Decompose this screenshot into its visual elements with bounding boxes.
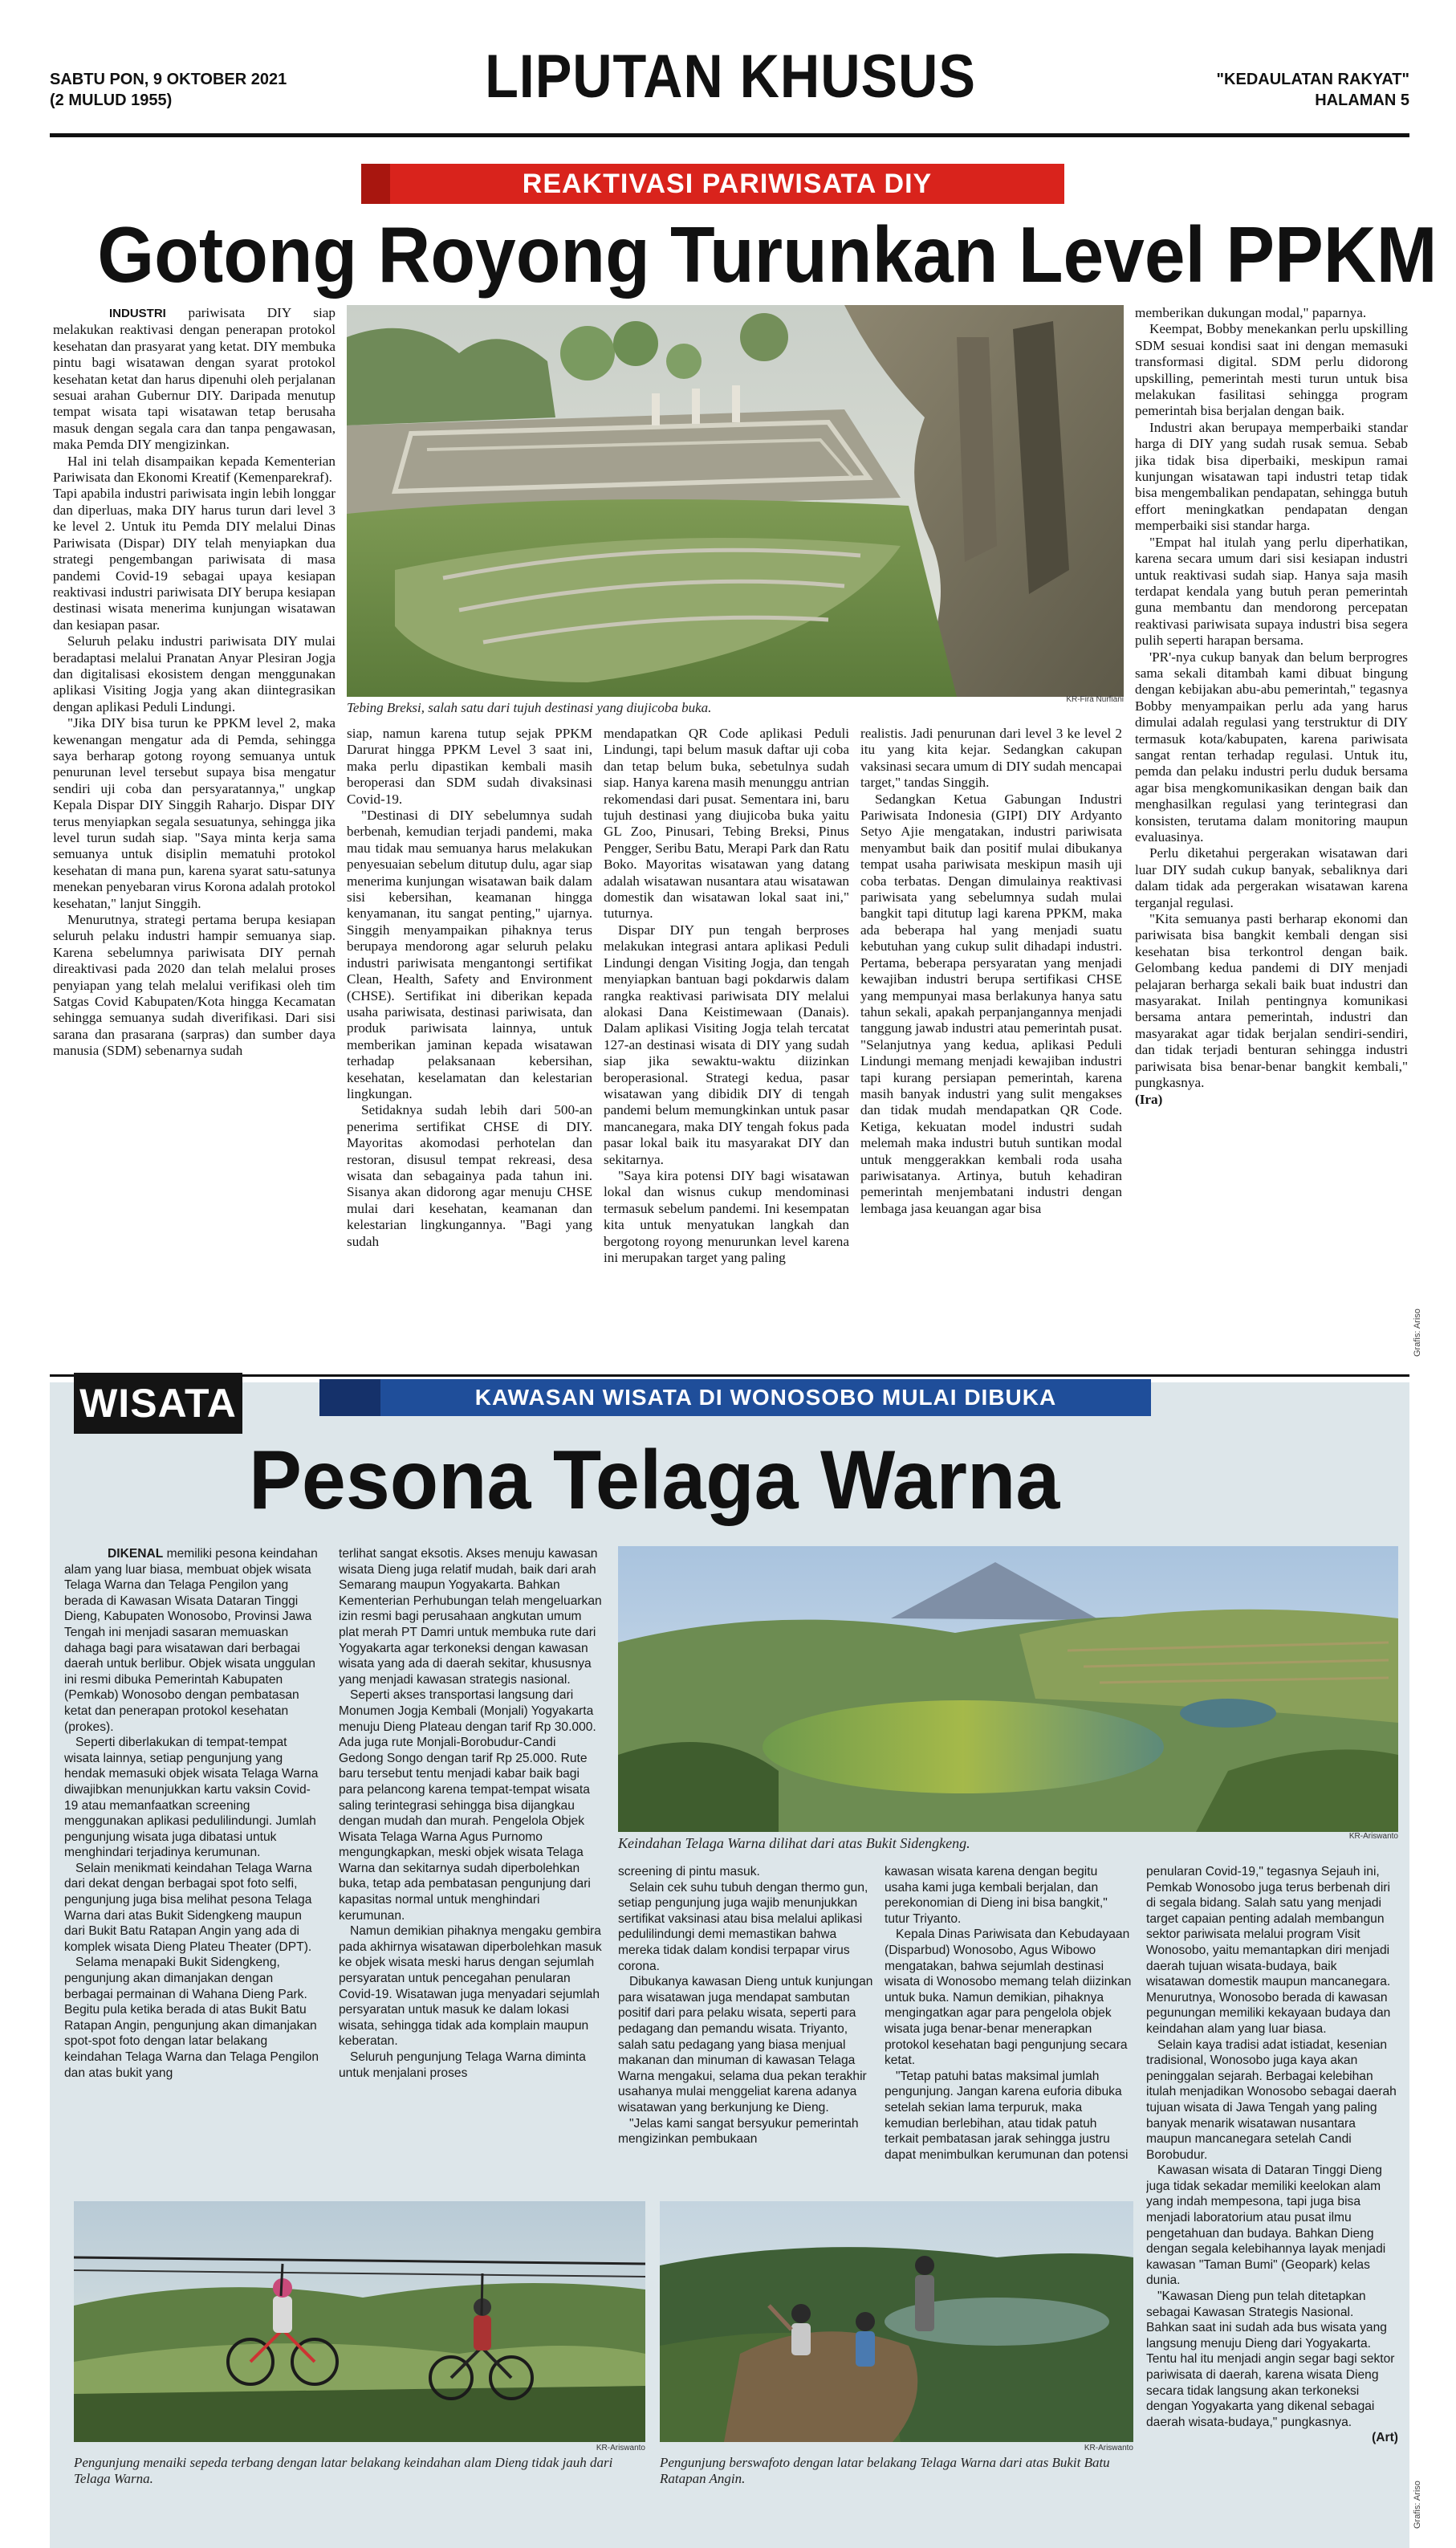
article2-col1-paragraph: Selama menapaki Bukit Sidengkeng, pengunjung akan dimanjakan dengan berbagai permainan di Wahana Dieng Park. Begitu pula ketika berada di atas Bukit Batu Ratapan Angin, pengunjung akan dimanjakan spot-spot foto dengan latar belakang keindahan Telaga Warna dan Telaga Pengilon dan atas bukit yang — [64, 1956, 319, 2080]
article1-col5-paragraph: "Kita semuanya pasti berharap ekonomi dan pariwisata bisa bangkit kembali dengan sisi kesehatan bisa terkontrol dengan baik. Gelombang kedua pandemi di DIY menjadi pelajaran berharga sekali baik buat industri dan masyarakat. Inilah pentingnya komunikasi bersama antara pemerintah, industri dan masyarakat agar tidak berjalan sendiri-sendiri, dan tidak terjadi benturan sehingga industri pariwisata bisa benar-benar bangkit kembali," pungkasnya. — [1135, 911, 1408, 1091]
article2-col5-paragraph: Kawasan wisata di Dataran Tinggi Dieng juga tidak sekadar memiliki keelokan alam yang indah mempesona, tapi juga bisa menjadi laboratorium atau pusat ilmu pengetahuan dan budaya. Bahkan Dieng dengan segala kelebihannya layak menjadi kawasan "Taman Bumi" (Geopark) kelas dunia. — [1146, 2163, 1386, 2288]
article2-col4-paragraph: kawasan wisata karena dengan begitu usaha kami juga kembali berjalan, dan perekonomian di Dieng ini bisa bangkit," tutur Triyanto. — [885, 1865, 1108, 1926]
article2-col5-paragraph: penularan Covid-19," tegasnya Sejauh ini, Pemkab Wonosobo juga terus berbenah diri di segala bidang. Salah satu yang menjadi target capaian penting adalah membangun sektor pariwisata melalui program Visit Wonosobo, yaitu memantapkan diri menjadi daerah tujuan wisata-budaya, baik wisatawan domestik maupun mancanegara. Menurutnya, Wonosobo berada di kawasan pegunungan memiliki kekayaan budaya dan keindahan alam yang luar biasa. — [1146, 1865, 1391, 2036]
issue-date: SABTU PON, 9 OKTOBER 2021 — [50, 71, 287, 88]
article1-col5-paragraph: memberikan dukungan modal," paparnya. — [1135, 305, 1367, 320]
article1-col4-paragraph: Sedangkan Ketua Gabungan Industri Pariwisata Indonesia (GIPI) DIY Ardyanto Setyo Ajie mengatakan, industri pariwisata menyambut baik dan positif mulai dibukanya tempat usaha pariwisata meskipun masih uji coba terbatas. Dengan dimulainya reaktivasi pariwisata yang sebelumnya sudah mulai bangkit tapi ditutup lagi karena PPKM, maka ada beberapa hal yang menjadi suatu kebutuhan yang cukup sulit dihadapi industri. Pertama, beberapa persyaratan yang menjadi kewajiban industri berupa sertifikasi CHSE yang mempunyai masa berlakunya hanya satu tahun sekali, apakah perpanjangannya menjadi tanggung jawab industri atau pemerintah pusat. "Selanjutnya yang kedua, aplikasi Peduli Lindungi memang menjadi kewajiban industri tapi kurang persiapan pemerintah, karena masih banyak industri yang sulit mengakses dan tidak mudah mendapatkan QR Code. Ketiga, kekuatan model industri sudah melemah maka industri butuh suntikan modal untuk menggerakkan kembali roda usaha pariwisatanya. Artinya, butuh kehadiran pemerintah menjembatani industri dengan lembaga jasa keuangan agar bisa — [860, 791, 1122, 1216]
article2-col4-paragraph: "Tetap patuhi batas maksimal jumlah pengunjung. Jangan karena euforia dibuka setelah sekian lama terpuruk, maka kemudian berlebihan, atau tidak patuh terkait pembatasan jarak sehingga justru dapat menimbulkan kerumunan dan potensi — [885, 2069, 1129, 2162]
article2-col4-paragraph: Kepala Dinas Pariwisata dan Kebudayaan (Disparbud) Wonosobo, Agus Wibowo mengatakan, bahwa sejumlah destinasi wisata di Wonosobo memang telah diizinkan untuk buka. Namun demikian, pihaknya mengingatkan agar para pengelola objek wisata juga benar-benar menerapkan protokol kesehatan bagi pengunjung secara ketat. — [885, 1927, 1132, 2068]
article2-col2-paragraph: terlihat sangat eksotis. Akses menuju kawasan wisata Dieng juga relatif mudah, baik dari arah Semarang maupun Yogyakarta. Bahkan Kementerian Perhubungan telah mengeluarkan izin resmi bagi perusahaan angkutan umum plat merah PT Damri untuk membuka rute dari Yogyakarta agar terkoneksi dengan kawasan wisata yang ada di daerah sekitar, khususnya yang menjadi kawasan strategis nasional. — [339, 1547, 602, 1687]
section-divider — [50, 1374, 1409, 1377]
article1-column-2 — [347, 726, 592, 1365]
article1-col5-paragraph: Industri akan berupaya memperbaiki standar harga di DIY yang sudah rusak semua. Sebab jika tidak bisa diperbaiki, meskipun ramai kunjungan wisatawan tapi industri tetap tidak bisa mengembalikan pendapatan, sehingga butuh effort meningkatkan pendapatan dengan memperbaiki sisi standar harga. — [1135, 419, 1408, 534]
article2-col1-paragraph: Seperti diberlakukan di tempat-tempat wisata lainnya, setiap pengunjung yang hendak memasuki objek wisata Telaga Warna diwajibkan menunjukkan kartu vaksin Covid-19 atau memanfaatkan screening menggunakan aplikasi pedulilindungi. Jumlah pengunjung wisata juga dibatasi untuk menghindari terjadinya kerumunan. — [64, 1736, 319, 1860]
article1-col3-paragraph: Dispar DIY pun tengah berproses melakukan integrasi antara aplikasi Peduli Lindungi dengan Visiting Jogja, dan tengah menyiapkan bantuan bagi pokdarwis dalam rangka reaktivasi pariwisata DIY melalui alokasi Dana Keistimewaan (Danais). Dalam aplikasi Visiting Jogja telah tercatat 127-an destinasi wisata di DIY yang sudah siap jika sewaktu-waktu diizinkan beroperasional. Strategi kedua, pasar wisatawan yang dibidik DIY di tengah pandemi belum memungkinkan untuk pasar mancanegara, maka DIY tengah fokus pada pasar lokal baik itu masyarakat DIY dan sekitarnya. — [604, 922, 849, 1167]
article2-col3-paragraph: Selain cek suhu tubuh dengan thermo gun, setiap pengunjung juga wajib menunjukkan sertifikat vaksinasi atau bisa melalui aplikasi pedulilindungi demi memastikan bahwa mereka tidak dalam kondisi terpapar virus corona. — [618, 1880, 868, 1973]
page-number: HALAMAN 5 — [1315, 92, 1409, 109]
article1-col3-paragraph: "Saya kira potensi DIY bagi wisatawan lokal dan wisnus cukup mendominasi termasuk sebelum pandemi. Ini kesempatan kita untuk menyatukan langkah dan bergotong royong menurunkan level karena ini merupakan target yang paling — [604, 1167, 849, 1265]
article1-col1-paragraph: Tapi apabila industri pariwisata ingin lebih longgar dan diperluas, maka DIY harus turun dari level 3 ke level 2. Untuk itu Pemda DIY melalui Dinas Pariwisata (Dispar) DIY telah menyiapkan dua strategi pengembangan pariwisata di masa pandemi Covid-19 sebagai upaya kesiapan reaktivasi industri pariwisata DIY berupa kesiapan destinasi wisata menerima kunjungan wisatawan dan kesiapan pasar. — [53, 486, 336, 633]
article2-column-5 — [1146, 1864, 1398, 2538]
swafoto-photo — [660, 2201, 1133, 2442]
tebing-breksi-caption: Tebing Breksi, salah satu dari tujuh destinasi yang diujicoba buka. — [347, 700, 712, 715]
telaga-warna-photo — [618, 1546, 1398, 1832]
telaga-warna-credit: KR-Ariswanto — [1348, 1832, 1398, 1841]
article2-col1-paragraph: Selain menikmati keindahan Telaga Warna dari dekat dengan berbagai spot foto selfi, pengunjung juga bisa melihat pesona Telaga Warna dari atas Bukit Sidengkeng maupun dari Bukit Batu Ratapan Angin yang ada di komplek wisata Dieng Plateu Theater (DPT). — [64, 1861, 312, 1954]
article1-graphic-credit: Grafis: Ariso — [1413, 1309, 1422, 1357]
article2-column-3 — [618, 1864, 875, 2188]
article1-col5-paragraph: Perlu diketahui pergerakan wisatawan dari luar DIY sudah cukup banyak, sebaliknya dari dalam tidak ada pergerakan wisatawan karena terganjal regulasi. — [1135, 845, 1408, 910]
sepeda-terbang-caption: Pengunjung menaiki sepeda terbang dengan latar belakang keindahan alam Dieng tidak jauh dari Telaga Warna. — [74, 2455, 613, 2486]
article1-column-1 — [53, 305, 336, 1365]
article2-col1-paragraph: memiliki pesona keindahan alam yang luar biasa, membuat objek wisata Telaga Warna dan Telaga Pengilon yang berada di Kawasan Wisata Dataran Tinggi Dieng, Kabupaten Wonosobo, Provinsi Jawa Tengah ini menjadi sasaran memuaskan dahaga bagi para wisatawan dari berbagai daerah untuk berlibur. Objek wisata unggulan ini resmi dibuka Pemerintah Kabupaten (Pemkab) Wonosobo dengan pembatasan ketat dan penerapan protokol kesehatan (prokes). — [64, 1547, 318, 1734]
swafoto-illustration — [660, 2201, 1133, 2442]
masthead-paper-block — [1132, 69, 1409, 111]
article1-col5-paragraph: Keempat, Bobby menekankan perlu upskilling SDM sesuai kondisi saat ini dengan memasuki transformasi digital. SDM perlu didorong upskilling, pemerintah mesti turun untuk bisa melakukan fasilitasi sehingga program pemerintah bisa berjalan dengan baik. — [1135, 321, 1408, 419]
telaga-warna-illustration — [618, 1546, 1398, 1832]
sepeda-terbang-illustration — [74, 2201, 645, 2442]
article1-column-4 — [860, 726, 1122, 1365]
article1-col5-paragraph: 'PR'-nya cukup banyak dan belum berprogres sama sekali ditambah kami dibuat bingung dengan kebijakan abu-abu pemerintah," tegasnya Bobby menyampaikan perlu ada yang harus dimulai adalah regulasi yang terstruktur di DIY termasuk kota/kabupaten, karena pariwisata sangat rentan terhadap regulasi. Untuk itu, pemda dan pelaku industri perlu duduk bersama agar bisa mengkomunikasikan dengan baik dan menghasilkan regulasi yang terintegrasi dan konsisten, terutama dalam monitoring maupun evaluasinya. — [1135, 649, 1408, 845]
article1-column-3 — [604, 726, 849, 1365]
article2-column-1 — [64, 1546, 321, 2188]
article1-col1-paragraph: pariwisata DIY siap melakukan reaktivasi dengan penerapan protokol kesehatan dan prasyarat yang ketat. DIY membuka pintu bagi wisatawan dengan syarat protokol kesehatan ketat dan harus dipenuhi oleh perjalanan sesuai arahan Gubernur DIY. Daripada menutup tempat wisata tapi wisatawan tetap berusaha masuk dengan segala cara dan tanpa pengawasan, maka Pemda DIY mengizinkan. — [53, 305, 336, 453]
issue-hijri-date: (2 MULUD 1955) — [50, 92, 173, 109]
article2-column-2 — [339, 1546, 604, 2188]
article2-col3-paragraph: "Jelas kami sangat bersyukur pemerintah mengizinkan pembukaan — [618, 2116, 859, 2147]
article2-lead-word: DIKENAL — [108, 1547, 164, 1561]
article1-col2-paragraph: siap, namun karena tutup sejak PPKM Darurat hingga PPKM Level 3 saat ini, maka perlu dipastikan kembali masih beroperasi dan SDM sudah divaksinasi Covid-19. — [347, 726, 592, 807]
swafoto-caption: Pengunjung berswafoto dengan latar belakang Telaga Warna dari atas Bukit Batu Ratapan Angin. — [660, 2455, 1110, 2486]
article1-col5-paragraph: "Empat hal itulah yang perlu diperhatikan, karena secara umum dari sisi kesiapan industri untuk reaktivasi sudah siap. Hanya saja masih terdapat kendala yang butuh peran pemerintah guna membantu dan mendorong percepatan reaktivasi pariwisata supaya industri bisa segera pulih seperti harapan bersama. — [1135, 534, 1408, 649]
article2-col5-paragraph: "Kawasan Dieng pun telah ditetapkan sebagai Kawasan Strategis Nasional. Bahkan saat ini sudah ada bus wisata yang langsung menuju Dieng dari Yogyakarta. Tentu hal itu menjadi angin segar bagi sektor pariwisata di daerah, karena wisata Dieng secara tidak langsung akan terkoneksi dengan Yogyakarta yang dikenal sebagai daerah wisata-budaya," pungkasnya. — [1146, 2290, 1395, 2429]
article1-lead-word: INDUSTRI — [109, 307, 166, 320]
swafoto-credit: KR-Ariswanto — [1084, 2444, 1133, 2452]
article1-signoff: (Ira) — [1135, 1091, 1163, 1107]
article2-signoff: (Art) — [1372, 2431, 1398, 2445]
kicker-accent — [361, 164, 390, 204]
article2-col2-paragraph: Seperti akses transportasi langsung dari Monumen Jogja Kembali (Monjali) Yogyakarta menuju Dieng Plateau dengan tarif Rp 30.000. Ada juga rute Monjali-Borobudur-Candi Gedong Songo dengan tarif Rp 25.000. Rute baru tersebut tentu menjadi kabar baik bagi para pelancong karena tempat-tempat wisata saling terintegrasi sehingga bisa dijangkau dengan mudah dan murah. Pengelola Objek Wisata Telaga Warna Agus Purnomo mengungkapkan, meski objek wisata Telaga Warna dan sekitarnya sudah diperbolehkan buka, tetap ada pembatasan pengunjung dari kapasitas normal untuk menghindari kerumunan. — [339, 1688, 596, 1923]
masthead-rule — [50, 133, 1409, 137]
sepeda-terbang-credit: KR-Ariswanto — [596, 2444, 645, 2452]
article2-graphic-credit: Grafis: Ariso — [1413, 2481, 1422, 2529]
section-title: LIPUTAN KHUSUS — [485, 43, 976, 111]
masthead-date-block — [50, 69, 339, 111]
article1-col1-paragraph: Seluruh pelaku industri pariwisata DIY mulai beradaptasi melalui Pranatan Anyar Plesiran Jogja dan digitalisasi ekosistem dengan menggunakan aplikasi Visiting Jogja yang akan diintegrasikan dengan aplikasi Peduli Lindungi. — [53, 633, 336, 714]
kicker2-accent — [319, 1379, 380, 1416]
article1-kicker: REAKTIVASI PARIWISATA DIY — [390, 164, 1064, 204]
telaga-warna-caption: Keindahan Telaga Warna dilihat dari atas Bukit Sidengkeng. — [618, 1835, 970, 1851]
article2-col3-paragraph: screening di pintu masuk. — [618, 1865, 760, 1878]
article1-col3-paragraph: mendapatkan QR Code aplikasi Peduli Lindungi, tapi belum masuk daftar uji coba dan tetap belum buka, sebetulnya sudah siap. Hanya karena masih menunggu antrian rekomendasi dari pusat. Sementara ini, baru tujuh destinasi yang diujicoba buka yaitu GL Zoo, Pinusari, Tebing Breksi, Pinus Pengger, Seribu Batu, Merapi Park dan Ratu Boko. Mayoritas wisatawan yang datang adalah wisatawan nusantara atau wisatawan domestik dan wisatawan lokal saat ini," tuturnya. — [604, 726, 849, 922]
article2-kicker: KAWASAN WISATA DI WONOSOBO MULAI DIBUKA — [380, 1379, 1151, 1416]
tebing-breksi-photo — [347, 305, 1124, 697]
tebing-breksi-illustration — [347, 305, 1124, 697]
article2-col3-paragraph: Dibukanya kawasan Dieng untuk kunjungan para wisatawan juga mendapat sambutan positif dari para pelaku wisata, seperti para pedagang dan pemandu wisata. Triyanto, salah satu pedagang yang biasa menjual makanan dan minuman di kawasan Telaga Warna mengakui, selama dua pekan terakhir usahanya mulai menggeliat karena adanya wisatawan yang berkunjung ke Dieng. — [618, 1975, 873, 2115]
article2-col2-paragraph: Seluruh pengunjung Telaga Warna diminta untuk menjalani proses — [339, 2050, 586, 2080]
article1-col4-paragraph: realistis. Jadi penurunan dari level 3 ke level 2 itu yang kita kejar. Sedangkan cakupan vaksinasi secara umum di DIY sudah mencapai target," tandas Singgih. — [860, 726, 1122, 791]
wisata-section-label: WISATA — [74, 1373, 242, 1434]
article2-col2-paragraph: Namun demikian pihaknya mengaku gembira pada akhirnya wisatawan diperbolehkan masuk ke objek wisata meski harus dengan sejumlah persyaratan untuk pencegahan penularan Covid-19. Wisatawan juga menyadari sejumlah persyaratan untuk masuk ke dalam lokasi wisata, sehingga tidak ada komplain maupun keberatan. — [339, 1924, 602, 2049]
article1-col1-paragraph: "Jika DIY bisa turun ke PPKM level 2, maka kewenangan mengatur ada di Pemda, sehingga saya berharap gotong royong semuanya untuk penurunan level tersebut supaya bisa mengatur sendiri uji coba dan persyaratannya," ungkap Kepala Dispar DIY Singgih Raharjo. Dispar DIY terus menyiapkan segala sesuatunya, sehingga jika level turun sudah siap. "Saya minta kerja sama semuanya untuk disiplin mematuhi protokol kesehatan di mana pun, karena syarat satu-satunya menekan penyebaran virus Korona adalah protokol kesehatan," lanjut Singgih. — [53, 715, 336, 911]
sepeda-terbang-photo — [74, 2201, 645, 2442]
article1-col2-paragraph: Setidaknya sudah lebih dari 500-an penerima sertifikat CHSE di DIY. Mayoritas akomodasi perhotelan dan restoran, disusul tempat rekreasi, desa wisata dan sebagainya pada tahun ini. Sisanya akan didorong agar menuju CHSE mulai dari kesehatan, keamanan dan kelestarian lingkungannya. "Bagi yang sudah — [347, 1102, 592, 1249]
article2-col5-paragraph: Selain kaya tradisi adat istiadat, kesenian tradisional, Wonosobo juga kaya akan peninggalan sejarah. Berbagai kelebihan itulah menjadikan Wonosobo sebagai daerah tujuan wisata di Jawa Tengah yang paling banyak menarik wisatawan nusantara maupun mancanegara setelah Candi Borobudur. — [1146, 2037, 1397, 2162]
article1-headline: Gotong Royong Turunkan Level PPKM — [97, 210, 1438, 299]
article2-headline: Pesona Telaga Warna — [249, 1434, 1060, 1527]
article1-column-5 — [1135, 305, 1408, 1366]
article1-col1-paragraph: Menurutnya, strategi pertama berupa kesiapan seluruh pelaku industri hampir semuanya siap. Karena sebelumnya pariwisata DIY pernah direaktivasi pada 2020 dan telah melalui proses penyiapan yang telah melalui verifikasi oleh tim Satgas Covid Kabupaten/Kota hingga Kecamatan sehingga semuanya sudah diverifikasi. Dari sisi sarana dan prasarana (sarpras) dan sumber daya manusia (SDM) sebenarnya sudah — [53, 912, 336, 1059]
tebing-breksi-credit: KR-Fira Nurfiani — [1066, 695, 1124, 704]
paper-name: "KEDAULATAN RAKYAT" — [1216, 71, 1409, 88]
article1-col2-paragraph: "Destinasi di DIY sebelumnya sudah berbenah, kemudian terjadi pandemi, maka mau tidak mau semuanya harus melakukan penyesuaian sebelum ditutup dulu, agar siap menerima kunjungan wisatawan baik dalam sisi kebersihan, keamanan hingga kenyamanan, itu sangat penting," ujarnya. Singgih menyampaikan pihaknya terus berupaya mendorong agar seluruh pelaku industri pariwisata mengantongi sertifikat Clean, Health, Safety and Environment (CHSE). Sertifikat ini diberikan kepada usaha pariwisata, destinasi pariwisata, dan produk pariwisata lainnya, untuk memberikan jaminan kepada wisatawan terhadap pelaksanaan kebersihan, kesehatan, keselamatan dan kelestarian lingkungan. — [347, 808, 592, 1101]
article2-column-4 — [885, 1864, 1133, 2188]
article1-col1-paragraph: Hal ini telah disampaikan kepada Kementerian Pariwisata dan Ekonomi Kreatif (Kemenparekraf). — [53, 453, 336, 486]
